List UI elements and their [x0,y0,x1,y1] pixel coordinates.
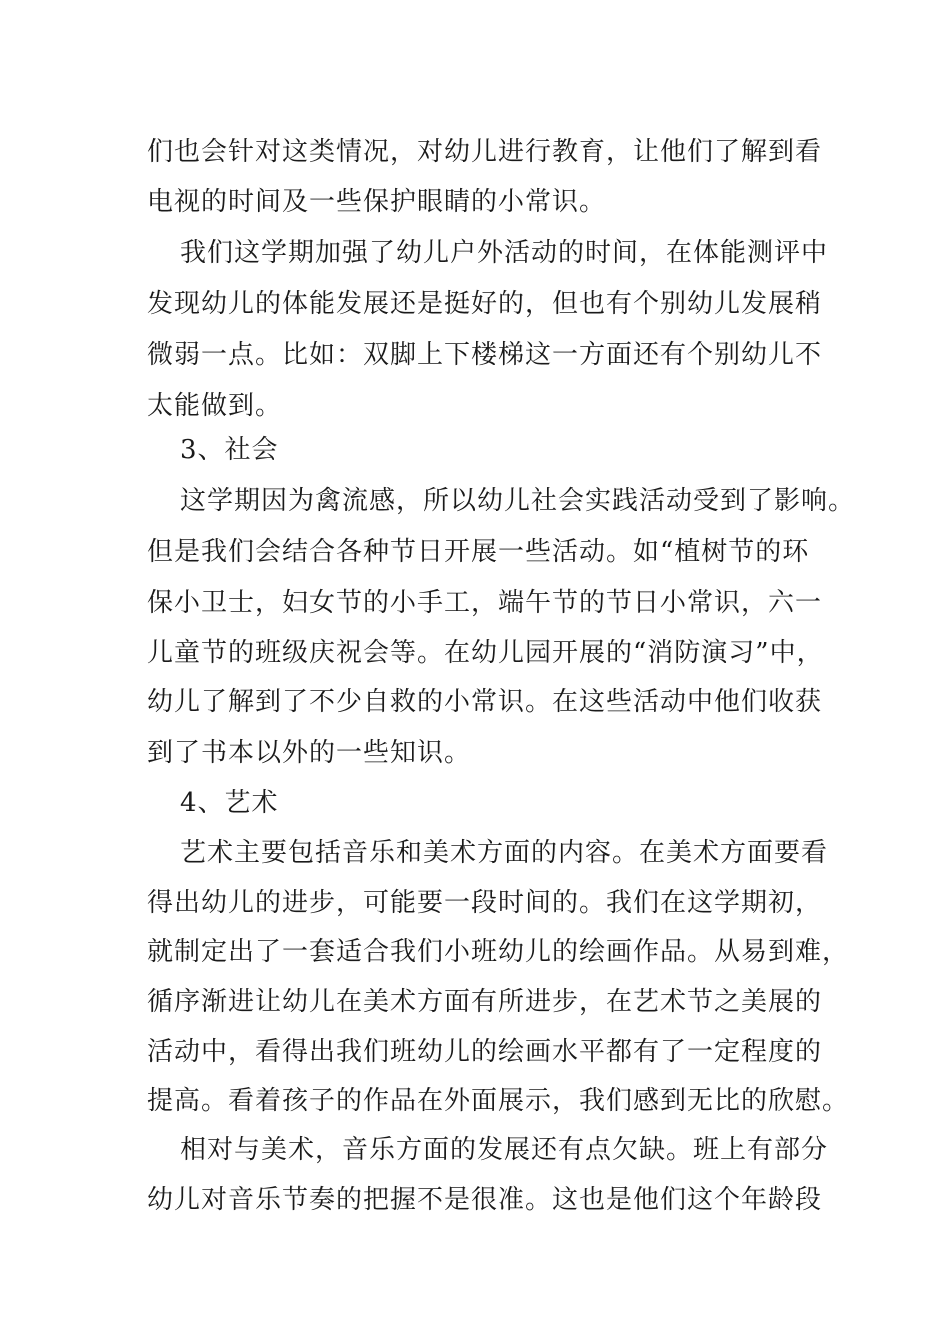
paragraph-first-line: 这学期因为禽流感，所以幼儿社会实践活动受到了影响。 [180,486,856,516]
section-heading: 4、艺术 [180,788,279,818]
section-heading: 3、社会 [180,435,279,465]
text-line: 微弱一点。比如：双脚上下楼梯这一方面还有个别幼儿不 [147,340,823,370]
paragraph-first-line: 相对与美术，音乐方面的发展还有点欠缺。班上有部分 [180,1135,829,1165]
text-line: 们也会针对这类情况，对幼儿进行教育，让他们了解到看 [147,137,823,167]
text-line: 循序渐进让幼儿在美术方面有所进步，在艺术节之美展的 [147,987,823,1017]
text-line: 就制定出了一套适合我们小班幼儿的绘画作品。从易到难， [147,937,850,967]
text-line: 到了书本以外的一些知识。 [147,738,472,768]
text-line: 提高。看着孩子的作品在外面展示，我们感到无比的欣慰。 [147,1086,850,1116]
text-line: 儿童节的班级庆祝会等。在幼儿园开展的“消防演习”中， [147,638,824,668]
text-line: 保小卫士，妇女节的小手工，端午节的节日小常识，六一 [147,588,823,618]
text-line: 得出幼儿的进步，可能要一段时间的。我们在这学期初， [147,888,823,918]
text-line: 但是我们会结合各种节日开展一些活动。如“植树节的环 [147,537,810,567]
text-line: 活动中，看得出我们班幼儿的绘画水平都有了一定程度的 [147,1037,823,1067]
paragraph-first-line: 艺术主要包括音乐和美术方面的内容。在美术方面要看 [180,838,829,868]
text-line: 太能做到。 [147,391,283,421]
text-line: 电视的时间及一些保护眼睛的小常识。 [147,187,607,217]
text-line: 幼儿对音乐节奏的把握不是很准。这也是他们这个年龄段 [147,1185,823,1215]
paragraph-first-line: 我们这学期加强了幼儿户外活动的时间，在体能测评中 [180,238,829,268]
text-line: 幼儿了解到了不少自救的小常识。在这些活动中他们收获 [147,687,823,717]
text-line: 发现幼儿的体能发展还是挺好的，但也有个别幼儿发展稍 [147,289,823,319]
